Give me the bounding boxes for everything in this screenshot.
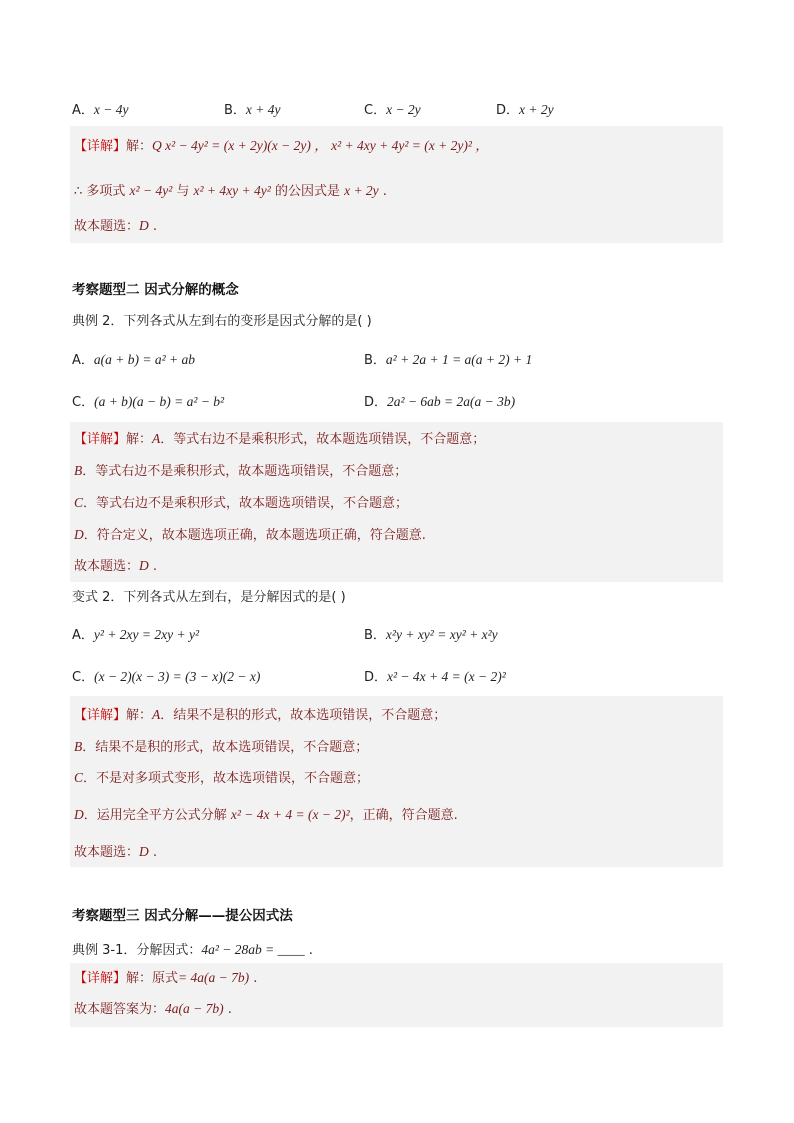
solution-line: D．运用完全平方公式分解 x² − 4x + 4 = (x − 2)²，正确，符合题意. [74, 807, 458, 823]
solution-line: 【详解】解：A．结果不是积的形式，故本选项错误，不合题意； [74, 707, 447, 723]
option-d: D．x + 2y [496, 102, 554, 118]
solution-box-3 [70, 696, 723, 867]
option-d: D．x² − 4x + 4 = (x − 2)² [364, 669, 506, 685]
solution-line: 故本题选：D . [74, 558, 158, 574]
solution-line: ∴ 多项式 x² − 4y² 与 x² + 4xy + 4y² 的公因式是 x + 2y . [74, 183, 387, 199]
option-c: C．(x − 2)(x − 3) = (3 − x)(2 − x) [72, 669, 261, 685]
option-d: D．2a² − 6ab = 2a(a − 3b) [364, 394, 516, 410]
options-row-top [72, 100, 692, 120]
variant-2-stem: 变式 2．下列各式从左到右，是分解因式的是( ) [72, 590, 346, 605]
option-a: A．x − 4y [72, 102, 129, 118]
solution-box-4 [70, 963, 723, 1027]
option-a: A．y² + 2xy = 2xy + y² [72, 627, 200, 643]
solution-line: 【详解】解：A．等式右边不是乘积形式，故本题选项错误，不合题意； [74, 431, 486, 447]
section-heading-3: 考察题型三 因式分解——提公因式法 [72, 908, 293, 924]
solution-box-2 [70, 422, 723, 582]
example-2-stem: 典例 2．下列各式从左到右的变形是因式分解的是( ) [72, 314, 372, 329]
solution-line: 故本题答案为：4a(a − 7b) . [74, 1001, 232, 1017]
solution-line: 故本题选：D . [74, 844, 158, 860]
option-b: B．x + 4y [224, 102, 281, 118]
options-row-2b [72, 392, 692, 412]
option-b: B．x²y + xy² = xy² + x²y [364, 627, 498, 643]
options-row-2a [72, 350, 692, 370]
solution-line: B．等式右边不是乘积形式，故本题选项错误，不合题意； [74, 463, 408, 479]
solution-line: B．结果不是积的形式，故本选项错误，不合题意； [74, 739, 369, 755]
solution-line: 故本题选：D . [74, 218, 158, 234]
example-3-1-stem: 典例 3-1．分解因式：4a² − 28ab = ____ . [72, 942, 313, 958]
solution-line: C．不是对多项式变形，故本选项错误，不合题意； [74, 770, 370, 786]
options-row-v2a [72, 625, 692, 645]
option-a: A．a(a + b) = a² + ab [72, 352, 196, 368]
options-row-v2b [72, 667, 692, 687]
solution-line: D．符合定义，故本题选项正确，故本题选项正确，符合题意. [74, 527, 426, 543]
solution-line: 【详解】解：Q x² − 4y² = (x + 2y)(x − 2y) ， x² + 4xy + 4y² = (x + 2y)² ， [74, 138, 489, 154]
solution-line: 【详解】解：原式= 4a(a − 7b) . [74, 970, 258, 986]
solution-box-1 [70, 126, 723, 243]
section-heading-2: 考察题型二 因式分解的概念 [72, 282, 239, 298]
option-c: C．x − 2y [364, 102, 421, 118]
option-c: C．(a + b)(a − b) = a² − b² [72, 394, 225, 410]
option-b: B．a² + 2a + 1 = a(a + 2) + 1 [364, 352, 533, 368]
solution-line: C．等式右边不是乘积形式，故本题选项错误，不合题意； [74, 495, 409, 511]
